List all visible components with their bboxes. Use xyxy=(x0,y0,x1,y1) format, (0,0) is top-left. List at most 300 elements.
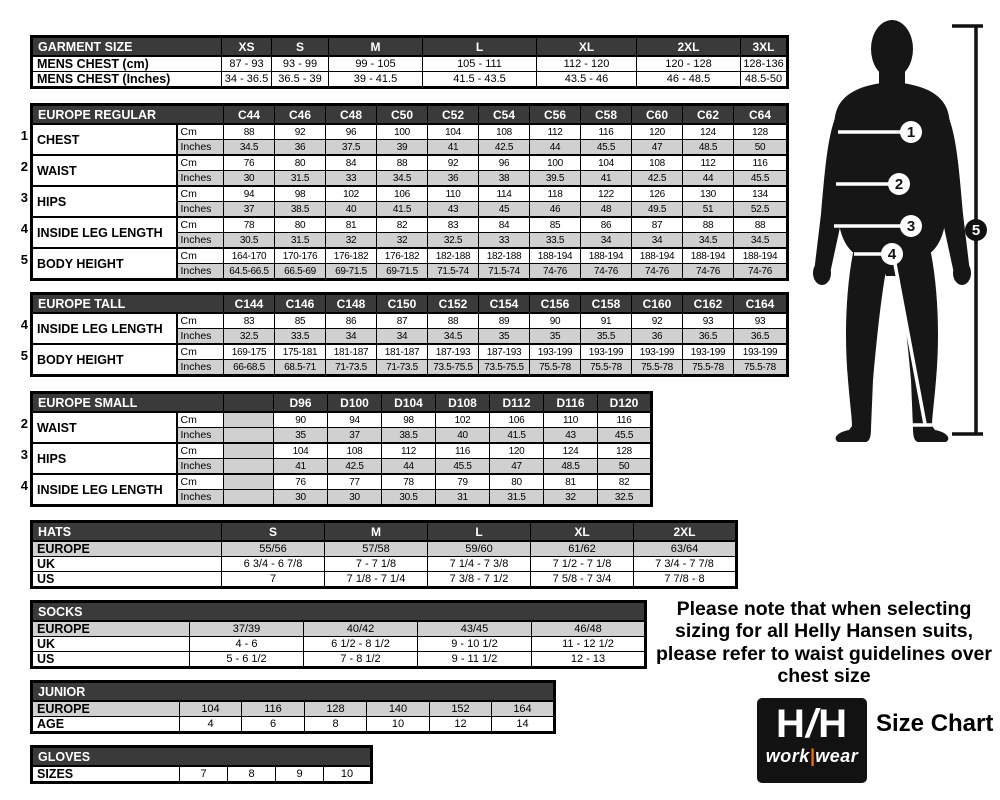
table-cell: 75.5-78 xyxy=(632,360,683,376)
column-header: C152 xyxy=(428,294,479,314)
row-label: HIPS xyxy=(32,443,177,474)
column-header: C46 xyxy=(275,105,326,125)
table-cell: 7 3/4 - 7 7/8 xyxy=(634,557,737,572)
row-label: HIPS xyxy=(32,186,177,217)
garment-size-table xyxy=(30,35,789,89)
row-label: UK xyxy=(32,637,190,652)
table-cell: 76 xyxy=(274,474,328,490)
unit-label: Inches xyxy=(177,264,224,280)
table-cell: 39.5 xyxy=(530,171,581,187)
column-header: XL xyxy=(531,522,634,542)
row-number: 2 xyxy=(20,159,28,174)
row-label: INSIDE LEG LENGTH xyxy=(32,474,177,506)
table-cell: 90 xyxy=(274,412,328,428)
table-cell: 6 3/4 - 6 7/8 xyxy=(222,557,325,572)
table-cell: 45.5 xyxy=(436,459,490,475)
table-cell: 46 - 48.5 xyxy=(637,72,741,88)
table-cell: 44 xyxy=(683,171,734,187)
table-cell: 83 xyxy=(224,313,275,329)
table-cell: 42.5 xyxy=(479,140,530,156)
table-cell: 32 xyxy=(326,233,377,249)
size-table xyxy=(30,745,373,784)
table-cell: 98 xyxy=(275,186,326,202)
table-cell: 34.5 xyxy=(428,329,479,345)
table-title: HATS xyxy=(32,522,222,542)
table-cell: 82 xyxy=(377,217,428,233)
table-title: EUROPE SMALL xyxy=(32,393,224,413)
table-cell: 80 xyxy=(490,474,544,490)
table-cell: 124 xyxy=(683,124,734,140)
table-cell: 34.5 xyxy=(683,233,734,249)
table-cell: 187-193 xyxy=(428,344,479,360)
row-number: 3 xyxy=(20,190,28,205)
table-cell: 32 xyxy=(377,233,428,249)
table-cell: 116 xyxy=(734,155,788,171)
column-header: C156 xyxy=(530,294,581,314)
table-cell: 128 xyxy=(598,443,652,459)
row-label: EUROPE xyxy=(32,541,222,557)
table-cell: 118 xyxy=(530,186,581,202)
table-cell: 104 xyxy=(428,124,479,140)
table-cell: 75.5-78 xyxy=(734,360,788,376)
table-cell: 45.5 xyxy=(734,171,788,187)
table-cell: 38 xyxy=(479,171,530,187)
column-header: S xyxy=(222,522,325,542)
blank-cell xyxy=(224,459,274,475)
unit-label: Cm xyxy=(177,155,224,171)
table-cell: 74-76 xyxy=(632,264,683,280)
socks-table xyxy=(30,600,647,669)
table-row xyxy=(32,248,788,264)
table-cell: 90 xyxy=(530,313,581,329)
table-cell: 74-76 xyxy=(683,264,734,280)
table-cell: 116 xyxy=(242,701,305,717)
table-cell: 88 xyxy=(224,124,275,140)
table-cell: 100 xyxy=(377,124,428,140)
blank-cell xyxy=(224,443,274,459)
table-cell: 128 xyxy=(734,124,788,140)
sizing-note: Please note that when selecting sizing for all Helly Hansen suits, please refer to waist guidelines over chest size xyxy=(656,598,992,688)
table-cell: 108 xyxy=(328,443,382,459)
table-cell: 104 xyxy=(274,443,328,459)
marker-5-label: 5 xyxy=(971,222,981,239)
unit-label: Cm xyxy=(177,443,224,459)
table-row xyxy=(32,717,555,733)
column-header: D120 xyxy=(598,393,652,413)
unit-label: Inches xyxy=(177,329,224,345)
table-cell: 175-181 xyxy=(275,344,326,360)
table-cell: 34 xyxy=(581,233,632,249)
table-cell: 71-73.5 xyxy=(326,360,377,376)
table-cell: 182-188 xyxy=(479,248,530,264)
table-cell: 10 xyxy=(324,766,372,783)
unit-label: Cm xyxy=(177,412,224,428)
column-header: C50 xyxy=(377,105,428,125)
table-cell: 193-199 xyxy=(581,344,632,360)
table-cell: 48.5-50 xyxy=(741,72,788,88)
table-cell: 33 xyxy=(326,171,377,187)
table-cell: 7 1/4 - 7 3/8 xyxy=(428,557,531,572)
table-cell: 4 xyxy=(180,717,242,733)
table-cell: 122 xyxy=(581,186,632,202)
table-row xyxy=(32,557,737,572)
table-cell: 102 xyxy=(436,412,490,428)
table-cell: 35 xyxy=(530,329,581,345)
table-cell: 75.5-78 xyxy=(530,360,581,376)
row-number: 4 xyxy=(20,478,28,493)
size-table xyxy=(30,292,789,377)
table-cell: 8 xyxy=(228,766,276,783)
table-cell: 100 xyxy=(530,155,581,171)
table-cell: 51 xyxy=(683,202,734,218)
table-cell: 44 xyxy=(530,140,581,156)
table-cell: 45.5 xyxy=(581,140,632,156)
logo-orange-divider: | xyxy=(809,746,816,766)
table-row xyxy=(32,56,788,72)
table-title: SOCKS xyxy=(32,602,646,622)
table-row xyxy=(32,124,788,140)
column-header: D100 xyxy=(328,393,382,413)
unit-label: Cm xyxy=(177,313,224,329)
table-cell: 41.5 - 43.5 xyxy=(423,72,537,88)
table-cell: 87 xyxy=(632,217,683,233)
table-cell: 188-194 xyxy=(632,248,683,264)
table-cell: 36 xyxy=(428,171,479,187)
table-cell: 85 xyxy=(530,217,581,233)
unit-label: Inches xyxy=(177,202,224,218)
table-cell: 73.5-75.5 xyxy=(428,360,479,376)
marker-3-label: 3 xyxy=(906,218,916,235)
table-row xyxy=(32,572,737,588)
column-header: C144 xyxy=(224,294,275,314)
column-header: C58 xyxy=(581,105,632,125)
table-cell: 42.5 xyxy=(632,171,683,187)
table-cell: 88 xyxy=(683,217,734,233)
column-header: 3XL xyxy=(741,37,788,57)
table-cell: 73.5-75.5 xyxy=(479,360,530,376)
table-cell: 77 xyxy=(328,474,382,490)
table-row xyxy=(32,474,652,490)
europe-small-table xyxy=(20,391,653,507)
table-cell: 4 - 6 xyxy=(190,637,304,652)
table-cell: 32.5 xyxy=(598,490,652,506)
table-cell: 12 - 13 xyxy=(532,652,646,668)
table-cell: 110 xyxy=(544,412,598,428)
row-label: BODY HEIGHT xyxy=(32,344,177,376)
table-cell: 193-199 xyxy=(734,344,788,360)
table-cell: 114 xyxy=(479,186,530,202)
table-cell: 34.5 xyxy=(734,233,788,249)
table-cell: 82 xyxy=(598,474,652,490)
table-cell: 94 xyxy=(224,186,275,202)
table-cell: 124 xyxy=(544,443,598,459)
table-cell: 75.5-78 xyxy=(581,360,632,376)
table-cell: 76 xyxy=(224,155,275,171)
table-cell: 98 xyxy=(382,412,436,428)
table-cell: 92 xyxy=(632,313,683,329)
column-header: L xyxy=(428,522,531,542)
table-row xyxy=(32,72,788,88)
marker-2-label: 2 xyxy=(894,176,904,193)
table-cell: 33.5 xyxy=(530,233,581,249)
blank-cell xyxy=(224,412,274,428)
table-cell: 32 xyxy=(544,490,598,506)
table-cell: 34 xyxy=(632,233,683,249)
table-cell: 12 xyxy=(430,717,492,733)
table-cell: 46/48 xyxy=(532,621,646,637)
unit-label: Cm xyxy=(177,186,224,202)
table-cell: 41 xyxy=(581,171,632,187)
table-title: EUROPE TALL xyxy=(32,294,224,314)
table-cell: 71-73.5 xyxy=(377,360,428,376)
unit-label: Inches xyxy=(177,233,224,249)
table-cell: 112 xyxy=(683,155,734,171)
table-cell: 10 xyxy=(367,717,430,733)
table-cell: 106 xyxy=(490,412,544,428)
size-table xyxy=(30,520,738,589)
table-cell: 193-199 xyxy=(530,344,581,360)
table-cell: 48.5 xyxy=(544,459,598,475)
table-row xyxy=(32,186,788,202)
table-cell: 188-194 xyxy=(734,248,788,264)
table-cell: 112 - 120 xyxy=(537,56,637,72)
table-cell: 104 xyxy=(581,155,632,171)
table-cell: 63/64 xyxy=(634,541,737,557)
table-cell: 7 3/8 - 7 1/2 xyxy=(428,572,531,588)
table-cell: 134 xyxy=(734,186,788,202)
table-row xyxy=(32,637,646,652)
table-cell: 34.5 xyxy=(224,140,275,156)
table-cell: 37 xyxy=(224,202,275,218)
header-row xyxy=(32,393,652,413)
table-cell: 30 xyxy=(274,490,328,506)
table-cell: 89 xyxy=(479,313,530,329)
unit-label: Cm xyxy=(177,217,224,233)
table-cell: 43 xyxy=(544,428,598,444)
header-row xyxy=(32,522,737,542)
column-header: C162 xyxy=(683,294,734,314)
table-cell: 193-199 xyxy=(632,344,683,360)
table-cell: 104 xyxy=(180,701,242,717)
column-header: D108 xyxy=(436,393,490,413)
row-label: INSIDE LEG LENGTH xyxy=(32,313,177,344)
table-cell: 31.5 xyxy=(490,490,544,506)
column-header: C62 xyxy=(683,105,734,125)
table-row xyxy=(32,344,788,360)
row-label: US xyxy=(32,652,190,668)
table-title: GLOVES xyxy=(32,747,372,767)
size-table xyxy=(30,680,556,734)
table-row xyxy=(32,541,737,557)
table-cell: 50 xyxy=(734,140,788,156)
column-header: M xyxy=(325,522,428,542)
unit-label: Cm xyxy=(177,124,224,140)
logo-workwear-text: work|wear xyxy=(765,746,859,766)
column-header: C146 xyxy=(275,294,326,314)
column-header: C164 xyxy=(734,294,788,314)
table-cell: 14 xyxy=(492,717,555,733)
hats-table xyxy=(30,520,738,589)
unit-label: Inches xyxy=(177,459,224,475)
table-cell: 93 xyxy=(683,313,734,329)
table-cell: 36 xyxy=(632,329,683,345)
table-cell: 92 xyxy=(428,155,479,171)
table-cell: 81 xyxy=(326,217,377,233)
row-label: WAIST xyxy=(32,155,177,186)
table-cell: 120 xyxy=(490,443,544,459)
table-cell: 39 - 41.5 xyxy=(329,72,423,88)
body-measurement-figure xyxy=(792,18,994,450)
column-header: D116 xyxy=(544,393,598,413)
table-cell: 35 xyxy=(274,428,328,444)
table-cell: 30 xyxy=(328,490,382,506)
column-header: C60 xyxy=(632,105,683,125)
table-cell: 80 xyxy=(275,155,326,171)
table-row xyxy=(32,652,646,668)
row-number: 2 xyxy=(20,416,28,431)
table-cell: 32.5 xyxy=(224,329,275,345)
table-cell: 47 xyxy=(490,459,544,475)
table-cell: 36 xyxy=(275,140,326,156)
table-cell: 36.5 - 39 xyxy=(272,72,329,88)
table-cell: 69-71.5 xyxy=(326,264,377,280)
table-cell: 6 1/2 - 8 1/2 xyxy=(304,637,418,652)
table-cell: 128 xyxy=(305,701,367,717)
table-cell: 7 1/8 - 7 1/4 xyxy=(325,572,428,588)
row-label: CHEST xyxy=(32,124,177,155)
table-cell: 116 xyxy=(436,443,490,459)
column-header: C52 xyxy=(428,105,479,125)
table-cell: 105 - 111 xyxy=(423,56,537,72)
table-cell: 34 xyxy=(377,329,428,345)
table-cell: 187-193 xyxy=(479,344,530,360)
table-cell: 140 xyxy=(367,701,430,717)
table-cell: 32.5 xyxy=(428,233,479,249)
table-cell: 102 xyxy=(326,186,377,202)
marker-4-label: 4 xyxy=(887,246,897,263)
table-cell: 61/62 xyxy=(531,541,634,557)
table-cell: 86 xyxy=(581,217,632,233)
table-cell: 9 xyxy=(276,766,324,783)
table-cell: 120 - 128 xyxy=(637,56,741,72)
table-cell: 79 xyxy=(436,474,490,490)
table-cell: 164 xyxy=(492,701,555,717)
table-cell: 41.5 xyxy=(377,202,428,218)
table-cell: 85 xyxy=(275,313,326,329)
table-cell: 37.5 xyxy=(326,140,377,156)
table-cell: 78 xyxy=(382,474,436,490)
hh-workwear-logo xyxy=(757,698,867,783)
row-number: 4 xyxy=(20,221,28,236)
column-header: XL xyxy=(537,37,637,57)
table-cell: 49.5 xyxy=(632,202,683,218)
table-cell: 92 xyxy=(275,124,326,140)
table-cell: 81 xyxy=(544,474,598,490)
column-header: C158 xyxy=(581,294,632,314)
table-cell: 42.5 xyxy=(328,459,382,475)
table-cell: 40 xyxy=(436,428,490,444)
table-cell: 7 1/2 - 7 1/8 xyxy=(531,557,634,572)
table-cell: 36.5 xyxy=(683,329,734,345)
column-header: C48 xyxy=(326,105,377,125)
table-cell: 112 xyxy=(530,124,581,140)
europe-tall-table xyxy=(20,292,789,377)
unit-label: Cm xyxy=(177,248,224,264)
unit-label: Inches xyxy=(177,490,224,506)
header-row xyxy=(32,294,788,314)
table-cell: 57/58 xyxy=(325,541,428,557)
table-cell: 6 xyxy=(242,717,305,733)
table-cell: 74-76 xyxy=(734,264,788,280)
table-cell: 59/60 xyxy=(428,541,531,557)
table-cell: 130 xyxy=(683,186,734,202)
table-cell: 43 xyxy=(428,202,479,218)
column-header: 2XL xyxy=(634,522,737,542)
column-header: D104 xyxy=(382,393,436,413)
table-cell: 52.5 xyxy=(734,202,788,218)
table-cell: 93 xyxy=(734,313,788,329)
table-cell: 88 xyxy=(734,217,788,233)
table-cell: 37/39 xyxy=(190,621,304,637)
table-cell: 30.5 xyxy=(382,490,436,506)
table-cell: 9 - 10 1/2 xyxy=(418,637,532,652)
table-cell: 7 - 8 1/2 xyxy=(304,652,418,668)
table-cell: 164-170 xyxy=(224,248,275,264)
table-title: JUNIOR xyxy=(32,682,555,702)
blank-cell xyxy=(224,428,274,444)
table-row xyxy=(32,155,788,171)
row-label: BODY HEIGHT xyxy=(32,248,177,280)
table-cell: 41.5 xyxy=(490,428,544,444)
row-label: MENS CHEST (cm) xyxy=(32,56,222,72)
table-cell: 45.5 xyxy=(598,428,652,444)
table-cell: 116 xyxy=(581,124,632,140)
table-cell: 110 xyxy=(428,186,479,202)
row-number: 5 xyxy=(20,348,28,363)
table-cell: 86 xyxy=(326,313,377,329)
table-cell: 41 xyxy=(428,140,479,156)
table-cell: 106 xyxy=(377,186,428,202)
table-cell: 71.5-74 xyxy=(479,264,530,280)
logo-hh-monogram: H/H xyxy=(776,702,848,746)
row-label: SIZES xyxy=(32,766,180,783)
column-header: D112 xyxy=(490,393,544,413)
table-cell: 94 xyxy=(328,412,382,428)
table-cell: 35.5 xyxy=(581,329,632,345)
unit-label: Inches xyxy=(177,428,224,444)
table-cell: 33.5 xyxy=(275,329,326,345)
unit-label: Inches xyxy=(177,171,224,187)
table-cell: 41 xyxy=(274,459,328,475)
header-row xyxy=(32,105,788,125)
unit-label: Cm xyxy=(177,344,224,360)
column-header: C148 xyxy=(326,294,377,314)
table-cell: 5 - 6 1/2 xyxy=(190,652,304,668)
row-label: US xyxy=(32,572,222,588)
table-cell: 74-76 xyxy=(530,264,581,280)
row-label: INSIDE LEG LENGTH xyxy=(32,217,177,248)
table-row xyxy=(32,621,646,637)
column-header: C64 xyxy=(734,105,788,125)
table-cell: 188-194 xyxy=(530,248,581,264)
table-cell: 120 xyxy=(632,124,683,140)
table-cell: 181-187 xyxy=(377,344,428,360)
row-number: 4 xyxy=(20,317,28,332)
column-header: 2XL xyxy=(637,37,741,57)
table-cell: 7 5/8 - 7 3/4 xyxy=(531,572,634,588)
table-cell: 83 xyxy=(428,217,479,233)
column-header: XS xyxy=(222,37,272,57)
